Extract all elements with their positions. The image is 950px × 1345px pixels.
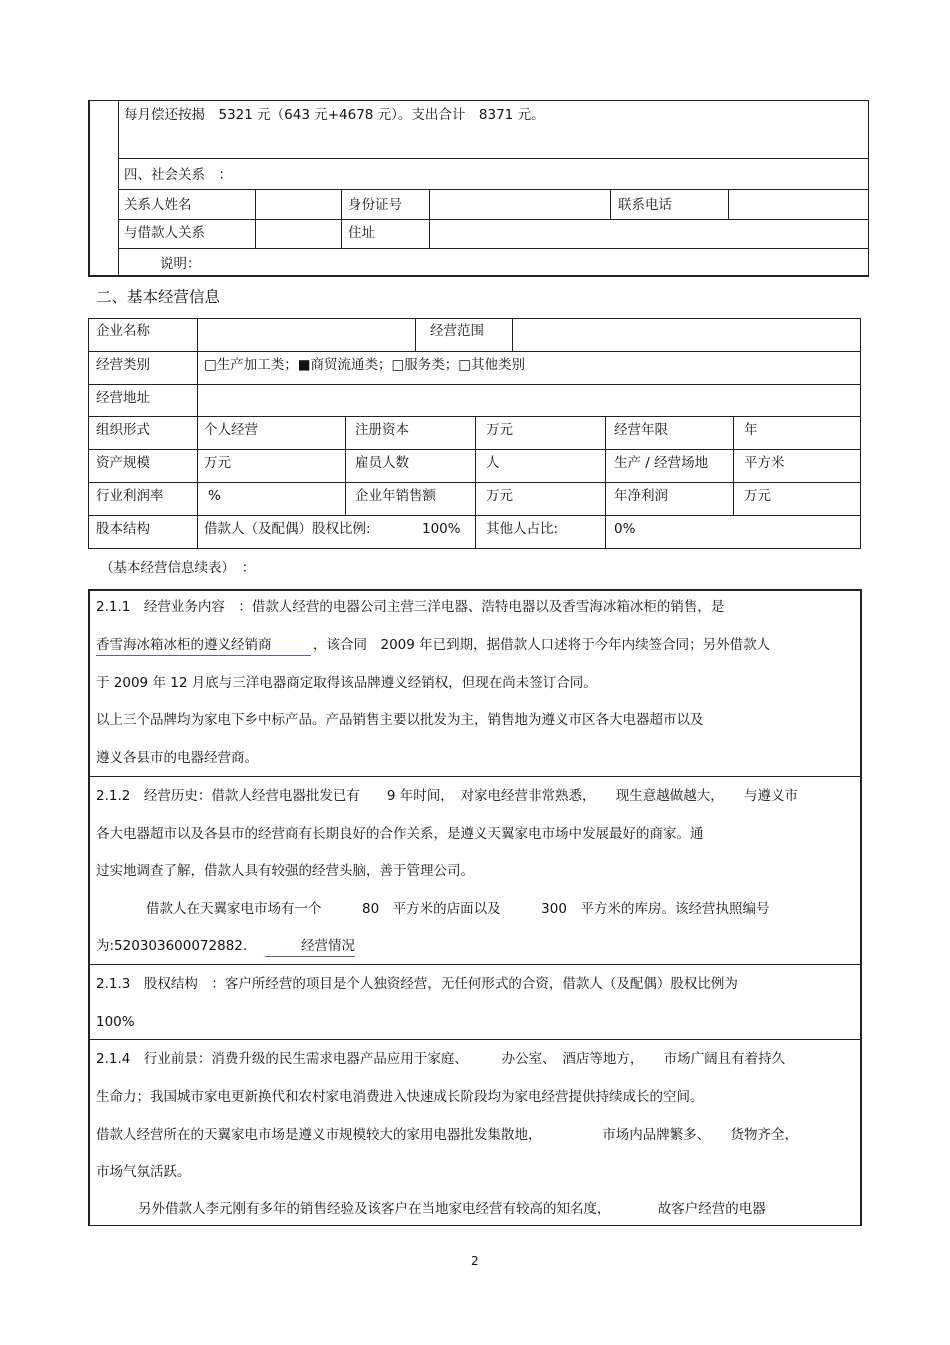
asset-scale-unit: 万元 <box>204 455 231 471</box>
s214-line5: 另外借款人李元刚有多年的销售经验及该客户在当地家电经营有较高的知名度， 故客户经营的电器 <box>138 1201 766 1217</box>
phone-label: 联系电话 <box>618 197 672 213</box>
site-area-unit: 平方米 <box>744 455 785 471</box>
staff-count-unit: 人 <box>486 455 500 471</box>
profit-rate-label: 行业利润率 <box>96 488 164 504</box>
reg-capital-unit: 万元 <box>486 422 513 438</box>
business-scope-label: 经营范围 <box>430 323 484 339</box>
s212-line2: 各大电器超市以及各县市的经营商有长期良好的合作关系，是遵义天翼家电市场中发展最好的商家。通 <box>96 826 704 842</box>
annual-sales-label: 企业年销售额 <box>355 488 436 504</box>
s214-line3: 借款人经营所在的天翼家电市场是遵义市规模较大的家用电器批发集散地， 市场内品牌繁多、 货物齐全， <box>96 1127 798 1143</box>
s212-line1: 2.1.2 经营历史：借款人经营电器批发已有 9 年时间， 对家电经营非常熟悉， 现生意越做越大， 与遵义市 <box>96 788 798 804</box>
staff-count-label: 雇员人数 <box>355 455 409 471</box>
s214-line2: 生命力；我国城市家电更新换代和农村家电消费进入快速成长阶段均为家电经营提供持续成长的空间。 <box>96 1089 704 1105</box>
section2-title: 二、基本经营信息 <box>96 288 221 306</box>
continued-table-label: （基本经营信息续表） ： <box>100 560 256 576</box>
operating-years-label: 经营年限 <box>614 422 668 438</box>
address-label: 住址 <box>348 225 375 241</box>
net-profit-unit: 万元 <box>744 488 771 504</box>
id-number-label: 身份证号 <box>348 197 402 213</box>
section4-title: 四、社会关系 ： <box>124 167 232 183</box>
s211-line4: 以上三个品牌均为家电下乡中标产品。产品销售主要以批发为主，销售地为遵义市区各大电器超市以及 <box>96 712 704 728</box>
s211-line2-rest: ，该合同 2009 年已到期，据借款人口述将于今年内续签合同；另外借款人 <box>313 637 771 653</box>
note-label: 说明： <box>160 256 201 272</box>
page-number: 2 <box>471 1254 479 1268</box>
equity-borrower-label: 借款人（及配偶）股权比例: <box>204 521 371 537</box>
s212-line5-underlined: 经营情况 <box>265 937 355 957</box>
operating-years-unit: 年 <box>744 422 758 438</box>
business-address-label: 经营地址 <box>96 390 150 406</box>
s214-line4: 市场气氛活跃。 <box>96 1164 191 1180</box>
s212-line5-prefix: 为:520303600072882. <box>96 938 248 954</box>
net-profit-label: 年净利润 <box>614 488 668 504</box>
equity-others-label: 其他人占比: <box>486 521 559 537</box>
equity-structure-label: 股本结构 <box>96 521 150 537</box>
s212-line3: 过实地调查了解，借款人具有较强的经营头脑，善于管理公司。 <box>96 863 474 879</box>
reg-capital-label: 注册资本 <box>355 422 409 438</box>
s213-line2: 100% <box>96 1014 135 1030</box>
asset-scale-label: 资产规模 <box>96 455 150 471</box>
s211-line3: 于 2009 年 12 月底与三洋电器商定取得该品牌遵义经销权，但现在尚未签订合同。 <box>96 675 597 691</box>
relation-label: 与借款人关系 <box>124 225 205 241</box>
org-form-label: 组织形式 <box>96 422 150 438</box>
s213-line1: 2.1.3 股权结构 ：客户所经营的项目是个人独资经营，无任何形式的合资，借款人（及配偶）股权比例为 <box>96 976 738 992</box>
contact-name-label: 关系人姓名 <box>124 197 192 213</box>
s212-line4: 借款人在天翼家电市场有一个 80 平方米的店面以及 300 平方米的库房。该经营执照编号 <box>146 901 770 917</box>
business-category-label: 经营类别 <box>96 357 150 373</box>
org-form-value: 个人经营 <box>204 422 258 438</box>
profit-rate-unit: % <box>208 488 221 504</box>
site-area-label: 生产 / 经营场地 <box>614 455 709 471</box>
company-name-label: 企业名称 <box>96 323 150 339</box>
s214-line1: 2.1.4 行业前景：消费升级的民生需求电器产品应用于家庭、 办公室、 酒店等地方， 市场广阔且有着持久 <box>96 1051 786 1067</box>
equity-borrower-value: 100% <box>422 521 461 537</box>
business-category-options: □生产加工类；■商贸流通类；□服务类；□其他类别 <box>204 357 526 373</box>
s211-line2-underlined: 香雪海冰箱冰柜的遵义经销商 <box>96 636 311 656</box>
s211-line1: 2.1.1 经营业务内容 ：借款人经营的电器公司主营三洋电器、浩特电器以及香雪海冰箱冰柜的销售，是 <box>96 599 725 615</box>
repayment-text: 每月偿还按揭 5321 元（643 元+4678 元）。支出合计 8371 元。 <box>124 107 545 123</box>
equity-others-value: 0% <box>614 521 636 537</box>
annual-sales-unit: 万元 <box>486 488 513 504</box>
s211-line5: 遵义各县市的电器经营商。 <box>96 750 258 766</box>
